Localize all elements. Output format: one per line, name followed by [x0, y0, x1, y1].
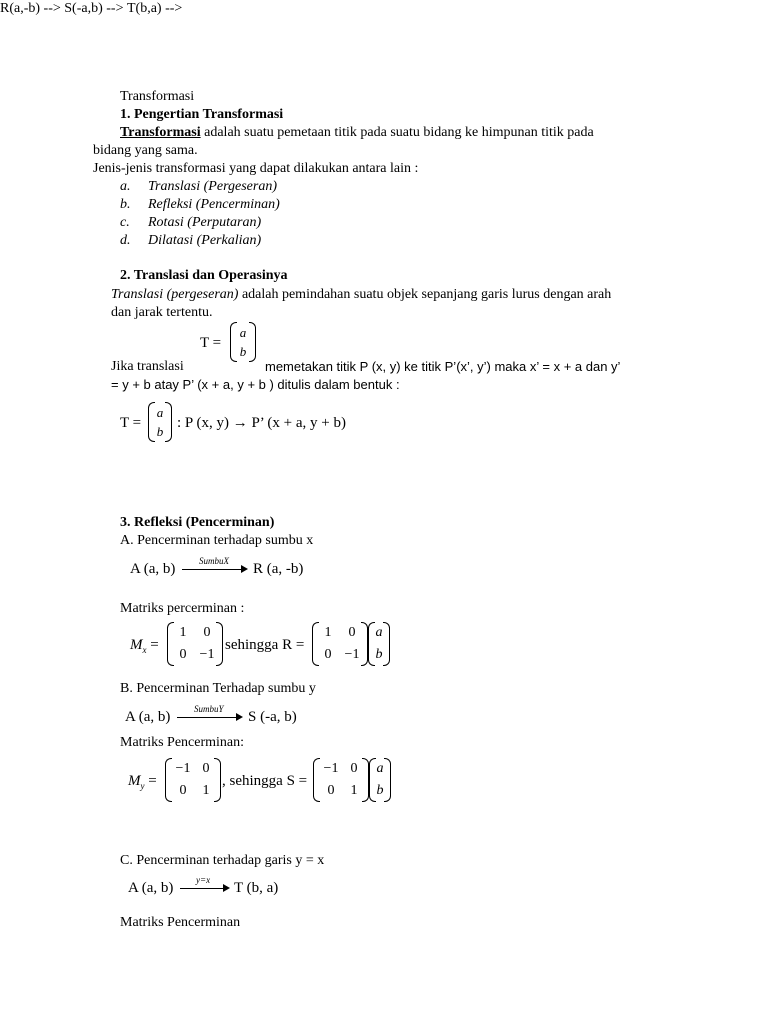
reflection-y-matrix-label: Matriks Pencerminan:: [120, 735, 245, 750]
list-item-text: Rotasi (Perputaran): [148, 215, 262, 230]
matrix-m: M: [130, 637, 143, 653]
section-1-heading: 1. Pengertian Transformasi: [120, 107, 284, 122]
document-title: Transformasi: [120, 89, 195, 104]
matrix-cell: 1: [324, 625, 332, 640]
matrix-my-label: $M_y$ =: [128, 773, 157, 791]
matrix-cell: 0: [324, 647, 332, 662]
matrix-cell: 0: [179, 647, 187, 662]
matrix-r: [312, 622, 368, 666]
matrix-cell: −1: [323, 761, 339, 776]
definition-term: Transformasi: [120, 125, 201, 140]
vector-entry-b: b: [156, 424, 164, 439]
reflection-y-image: S (-a, b): [248, 709, 297, 725]
right-arrow-icon: [223, 884, 230, 892]
matrix-cell: −1: [344, 647, 360, 662]
list-item: [120, 196, 280, 214]
list-item: [120, 178, 277, 196]
reflection-y-source: A (a, b): [125, 709, 171, 725]
list-item-text: Dilatasi (Perkalian): [148, 233, 262, 248]
matrix-cell: 1: [179, 625, 187, 640]
reflection-x-arrow-label: SumbuX: [199, 556, 229, 566]
translation-mapping-text: memetakan titik P (x, y) ke titik P’(x’, y’) maka x’ = x + a dan y’: [265, 359, 621, 374]
sehingga-r-text: sehingga R =: [225, 637, 305, 653]
matrix-cell: 0: [179, 783, 187, 798]
reflection-x-image: R (a, -b): [253, 561, 304, 577]
definition-line-1: [120, 124, 594, 142]
reflection-yx-title: C. Pencerminan terhadap garis y = x: [120, 853, 325, 868]
right-arrow-icon: [241, 565, 248, 573]
matrix-cell: 1: [202, 783, 210, 798]
matrix-subscript-y: y: [140, 781, 145, 791]
translation-formula-t: T =: [120, 415, 142, 431]
translation-term: Translasi (pergeseran): [111, 287, 239, 302]
matrix-cell: 0: [202, 761, 210, 776]
matrix-my: [165, 758, 221, 802]
translation-definition-line-1: [111, 286, 611, 304]
translation-vector: [230, 322, 256, 362]
reflection-yx-matrix-label: Matriks Pencerminan: [120, 915, 241, 930]
list-item-label: d.: [120, 233, 131, 248]
reflection-y-arrow-line: [177, 717, 237, 718]
reflection-yx-arrow-label: y=x: [196, 875, 211, 885]
matrix-m: M: [128, 773, 141, 789]
matrix-cell: 0: [350, 761, 358, 776]
reflection-x-title: A. Pencerminan terhadap sumbu x: [120, 533, 314, 548]
translation-definition-line-2: dan jarak tertentu.: [111, 305, 213, 320]
matrix-s-vector: [369, 758, 391, 802]
section-2-heading: 2. Translasi dan Operasinya: [120, 268, 288, 283]
translation-mapping-intro: Jika translasi: [111, 359, 184, 374]
matrix-subscript-x: x: [142, 645, 147, 655]
matrix-cell: −1: [175, 761, 191, 776]
translation-definition-text: adalah pemindahan suatu objek sepanjang garis lurus dengan arah: [238, 287, 612, 302]
list-item: [120, 232, 261, 250]
list-item: [120, 214, 261, 232]
vector-entry-a: a: [375, 625, 383, 640]
reflection-yx-source: A (a, b): [128, 880, 174, 896]
reflection-x-arrow-line: [182, 569, 242, 570]
right-arrow-icon: [236, 713, 243, 721]
list-item-label: b.: [120, 197, 131, 212]
translation-formula-mapping: : P (x, y) → P’ (x + a, y + b): [177, 415, 346, 431]
types-intro: Jenis-jenis transformasi yang dapat dilakukan antara lain :: [93, 161, 419, 176]
translation-t-label: T =: [200, 335, 222, 351]
document-page: Transformasi 1. Pengertian Transformasi Transformasi adalah suatu pemetaan titik pada suatu bidang ke himpunan titik pada bidang yang sama. Jenis-jenis transformasi yang dapat dilakukan antara lain : a. Translasi (Pergeseran) b. Refleksi (Pencerminan) c. Rotasi (Perputaran) d. Dilatasi (Perkalian) 2. Translasi dan Operasinya Translasi (pergeseran) adalah pemindahan suatu objek sepanjang garis lurus dengan arah dan jarak tertentu. T = a b Jika translasi memetakan titik P (x, y) ke titik P’(x’, y’) maka x’ = x + a dan y’ = y + b atay P’ (x + a, y + b ) ditulis dalam bentuk : T = a b : P (x, y) → P’ (x + a, y + b) 3. Refleksi (Pencerminan) A. Pencerminan terhadap sumbu x R(a,-b) --> A (a, b) SumbuX R (a, -b) Matriks percerminan : $M_x$ = 1 0 0 −1 sehingga R = 1 0 0 −1 a b B. Pencerminan Terhadap sumbu y S(-a,b) --> A (a, b) SumbuY S (-a, b) Matriks Pencerminan: $M_y$ = −1 0 0 1 , sehingga S = −1 0 0 1 a b C. Pencerminan terhadap garis y = x T(b,a) --> A (a, b) y=x T (b, a) Matriks Pencerminan: [0, 1, 621, 930]
matrix-cell: 0: [348, 625, 356, 640]
translation-mapping-text-2: = y + b atay P’ (x + a, y + b ) ditulis dalam bentuk :: [111, 377, 400, 392]
matrix-mx: [167, 622, 223, 666]
reflection-x-matrix-label: Matriks percerminan :: [120, 601, 245, 616]
list-item-label: a.: [120, 179, 131, 194]
vector-entry-a: a: [156, 405, 164, 420]
definition-text: adalah suatu pemetaan titik pada suatu bidang ke himpunan titik pada: [200, 125, 594, 140]
reflection-yx-arrow-line: [180, 888, 224, 889]
reflection-y-title: B. Pencerminan Terhadap sumbu y: [120, 681, 316, 696]
vector-entry-a: a: [239, 325, 247, 340]
vector-entry-a: a: [376, 761, 384, 776]
vector-entry-b: b: [375, 647, 383, 662]
matrix-s: [313, 758, 369, 802]
list-item-text: Translasi (Pergeseran): [148, 179, 277, 194]
section-3-heading: 3. Refleksi (Pencerminan): [120, 515, 275, 530]
list-item-label: c.: [120, 215, 130, 230]
definition-line-2: bidang yang sama.: [93, 143, 198, 158]
translation-formula-vector: [148, 402, 172, 442]
matrix-cell: 1: [350, 783, 358, 798]
matrix-cell: 0: [327, 783, 335, 798]
vector-entry-b: b: [239, 344, 247, 359]
matrix-mx-label: $M_x$ =: [130, 637, 159, 655]
matrix-r-vector: [368, 622, 390, 666]
reflection-y-arrow-label: SumbuY: [194, 704, 224, 714]
reflection-x-source: A (a, b): [130, 561, 176, 577]
matrix-cell: −1: [199, 647, 215, 662]
vector-entry-b: b: [376, 783, 384, 798]
list-item-text: Refleksi (Pencerminan): [148, 197, 280, 212]
reflection-yx-image: T (b, a): [234, 880, 279, 896]
sehingga-s-text: , sehingga S =: [222, 773, 308, 789]
matrix-cell: 0: [203, 625, 211, 640]
